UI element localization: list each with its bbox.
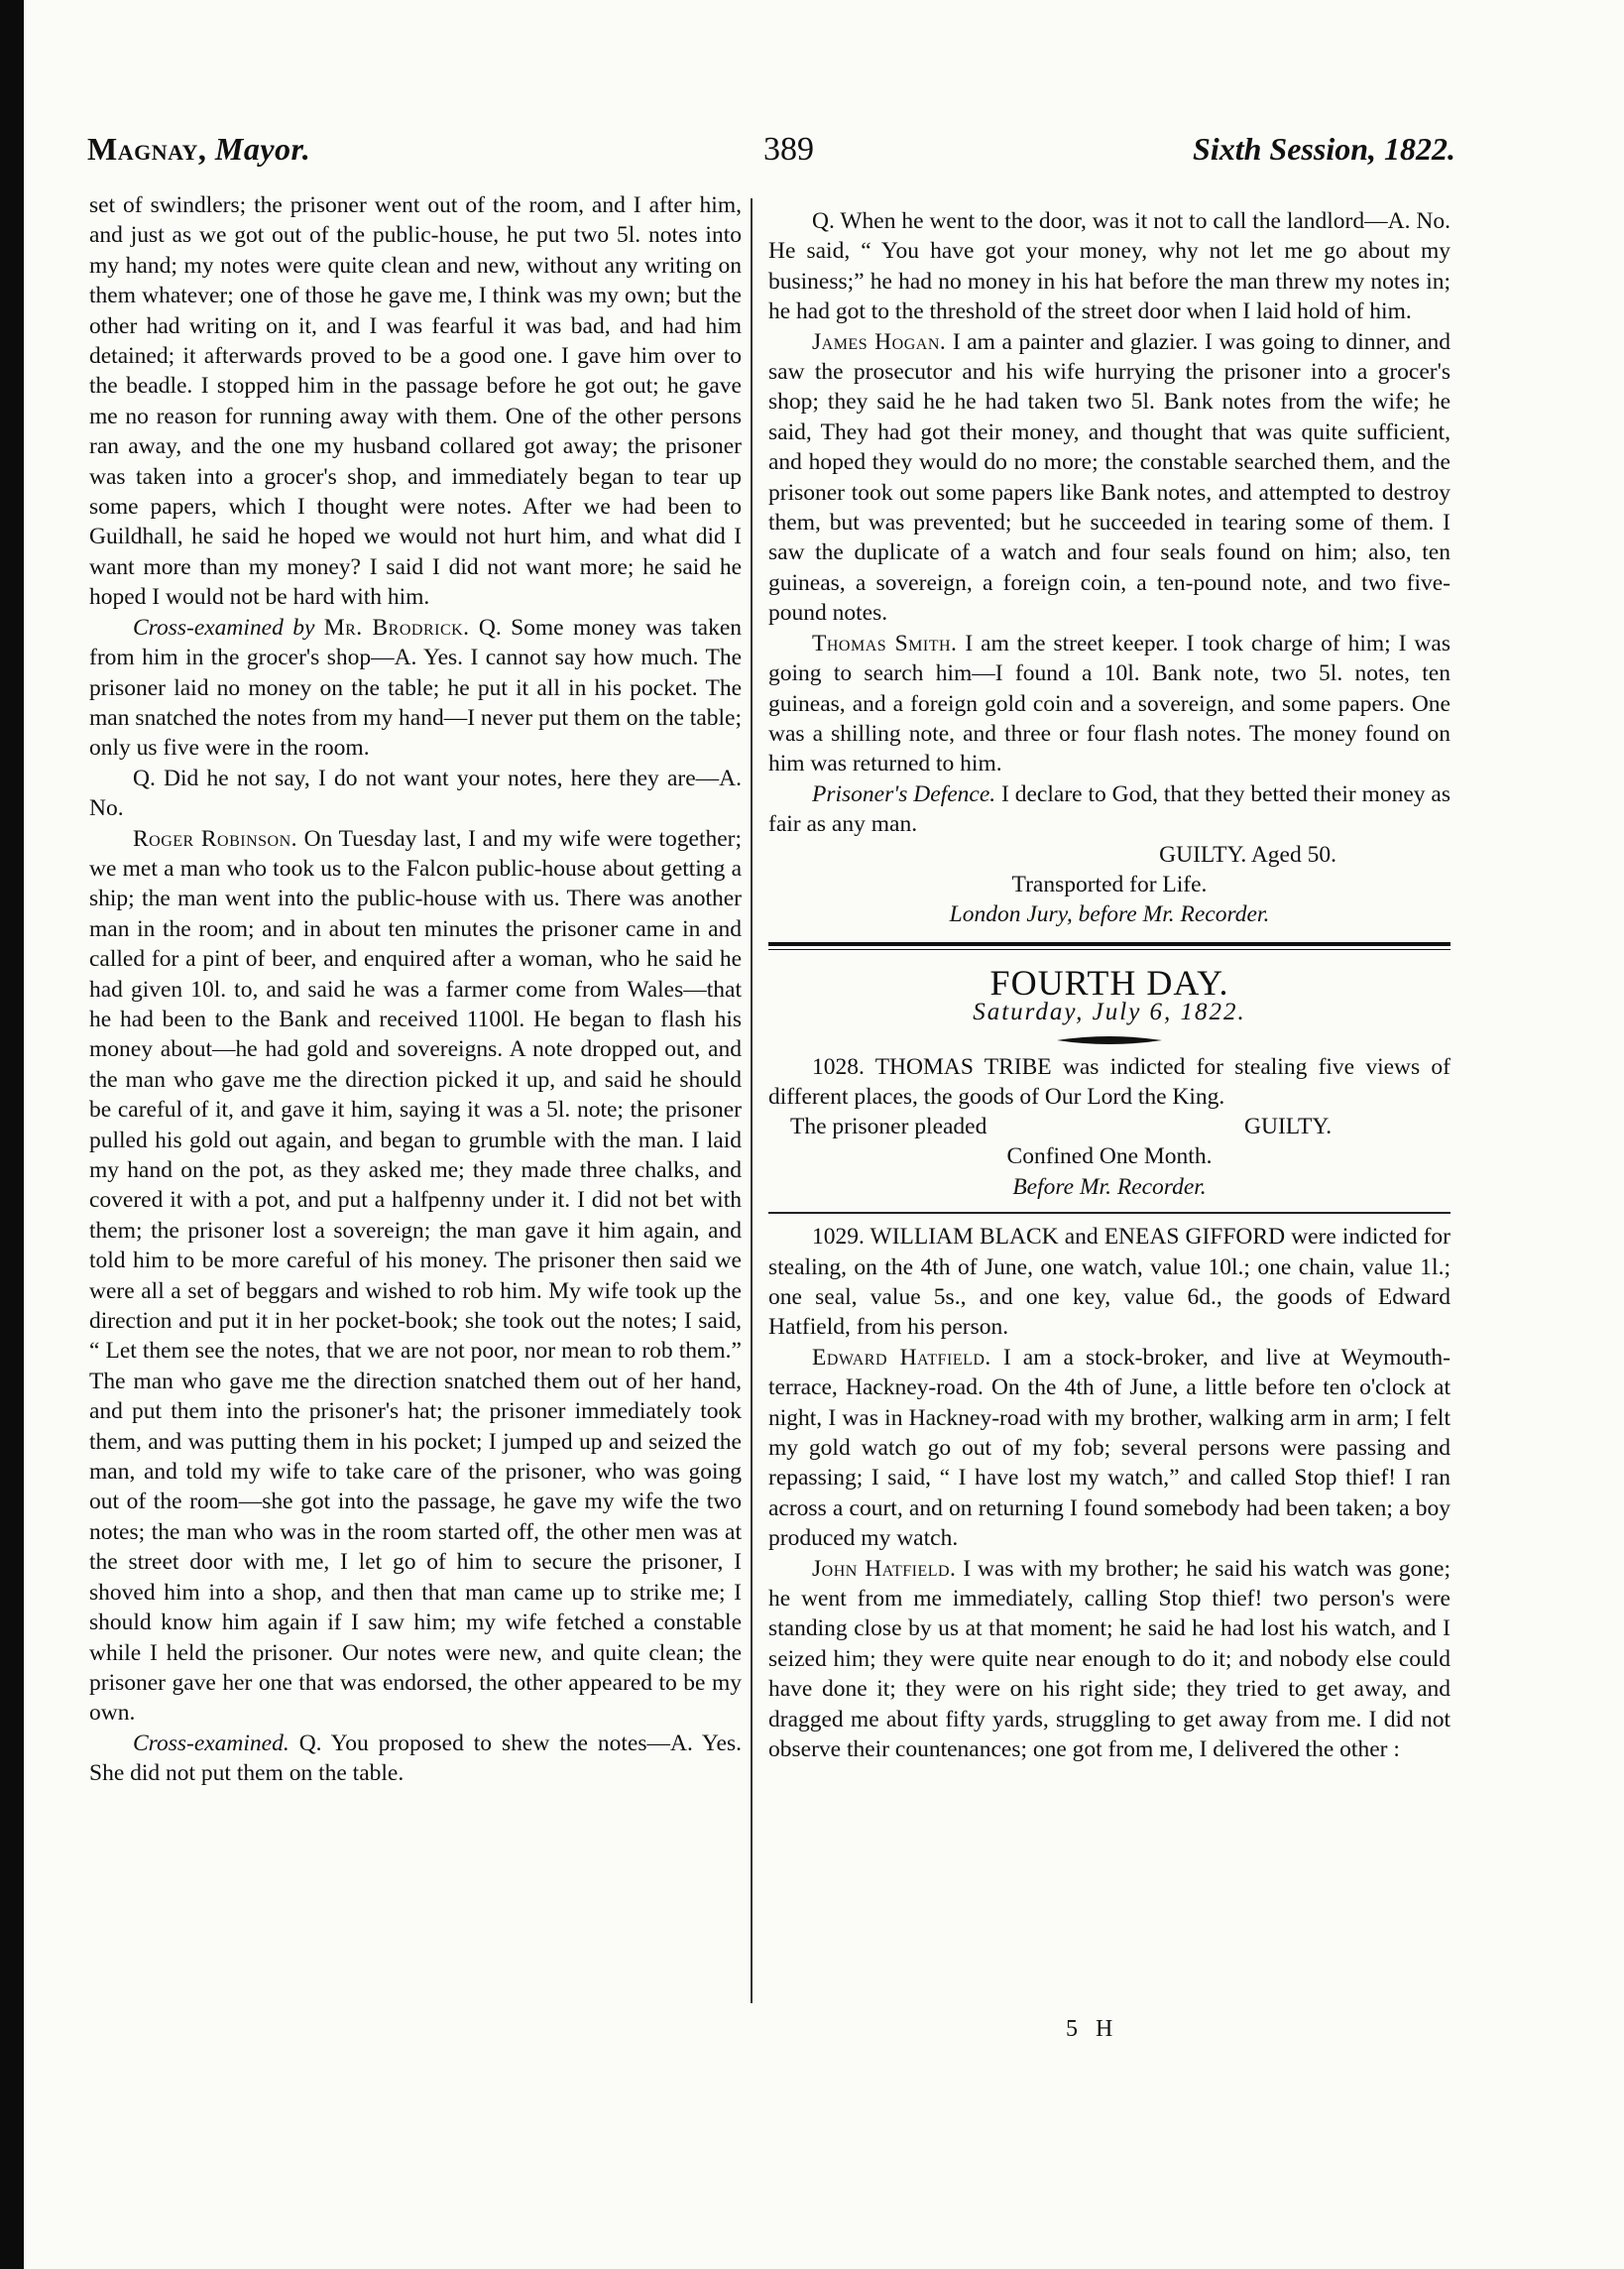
counsel-name: Mr. Brodrick. bbox=[323, 614, 470, 641]
case-1028: 1028. THOMAS TRIBE was indicted for stealing five views of different places, the goods of Our Lord the King. bbox=[768, 1053, 1450, 1110]
session-label: Sixth Session, 1822. bbox=[1193, 131, 1455, 167]
book-binding-edge bbox=[0, 0, 24, 2269]
witness-name: John Hatfield. bbox=[812, 1555, 957, 1582]
paragraph bbox=[768, 629, 1450, 779]
page-number: 389 bbox=[763, 131, 814, 168]
day-date: Saturday, July 6, 1822. bbox=[973, 999, 1246, 1026]
paragraph bbox=[768, 779, 1450, 840]
section-rule bbox=[768, 942, 1450, 950]
paragraph-text: Q. Some money was taken from him in the grocer's shop—A. Yes. I cannot say how much. The prisoner laid no money on the table; he put it all in his pocket. The man snatched the notes from my hand—I never put them on the table; only us five were in the room. bbox=[89, 614, 743, 762]
paragraph bbox=[768, 1554, 1450, 1765]
paragraph-text: I am the street keeper. I took charge of him; I was going to search him—I found a 10l. Bank note, two 5l. notes, ten guineas, and a foreign gold coin and a sovereign, and some papers. One was a shilling note, and three or four flash notes. The money found on him was returned to him. bbox=[768, 630, 1450, 777]
paragraph-text: I am a painter and glazier. I was going to dinner, and saw the prosecutor and his wife hurrying the prisoner into a grocer's shop; they said he he had taken two 5l. Bank notes from the wife; he said, They had got their money, and thought that was quite sufficient, and hoped they would do no more; the constable searched them, and the prisoner took out some papers like Bank notes, and attempted to destroy them, but was prevented; but he succeeded in tearing some of them. I saw the duplicate of a watch and four seals found on him; also, ten guineas, a sovereign, a foreign coin, a ten-pound note, and two five-pound notes. bbox=[768, 328, 1450, 627]
court-line: London Jury, before Mr. Recorder. bbox=[949, 901, 1270, 928]
sentence: Transported for Life. bbox=[1011, 871, 1208, 897]
section-rule bbox=[768, 1212, 1450, 1214]
header-left bbox=[87, 131, 310, 168]
witness-name: Edward Hatfield. bbox=[812, 1344, 991, 1371]
column-divider bbox=[751, 198, 753, 2003]
paragraph bbox=[768, 1343, 1450, 1554]
plea-text: The prisoner pleaded bbox=[790, 1114, 987, 1140]
verdict: GUILTY. Aged 50. bbox=[1159, 841, 1336, 868]
plea-verdict: GUILTY. bbox=[1244, 1114, 1333, 1140]
witness-name: James Hogan. bbox=[812, 328, 947, 355]
witness-name: Roger Robinson. bbox=[133, 825, 298, 852]
plea-line bbox=[768, 1112, 1450, 1141]
signature-mark: 5 H bbox=[1066, 2016, 1119, 2042]
case-1029: 1029. WILLIAM BLACK and ENEAS GIFFORD were indicted for stealing, on the 4th of June, one watch, value 10l.; one chain, value 1l.; one seal, value 5s., and one key, value 6d., the goods of Edward Hatfield, from his person. bbox=[768, 1224, 1450, 1341]
paragraph: Q. Did he not say, I do not want your notes, here they are—A. No. bbox=[89, 765, 742, 822]
ornament-rule-icon bbox=[1055, 1032, 1164, 1048]
left-column bbox=[89, 190, 742, 1789]
mayor-name: Magnay, bbox=[87, 131, 207, 167]
running-header bbox=[87, 131, 1455, 177]
paragraph: set of swindlers; the prisoner went out of the room, and I after him, and just as we got out of the public-house, he put two 5l. notes into my hand; my notes were quite clean and new, without any writing on them whatever; one of those he gave me, I think was my own; but the other had writing on it, and I was fearful it was bad, and had him detained; it afterwards proved to be a good one. I gave him over to the beadle. I stopped him in the passage before he got out; he gave me no reason for running away with them. One of the other persons ran away, and the one my husband collared got away; the prisoner was taken into a grocer's shop, and immediately began to tear up some papers, which I thought were notes. After we had been to Guildhall, he said he hoped we would not hurt him, and what did I want more than my money? I said I did not want more; he said he hoped I would not be hard with him. bbox=[89, 192, 742, 611]
paragraph-text: I was with my brother; he said his watch was gone; he went from me immediately, calling Stop thief! two person's were standing close by us at that moment; he said he had lost his watch, and I seized him; they were quite near enough to do it; and nobody else could have done it; they were on his right side; they tried to get away, and dragged me about fifty yards, struggling to get away from me. I did not observe their countenances; one got from me, I delivered the other : bbox=[768, 1555, 1450, 1763]
court-line: Before Mr. Recorder. bbox=[1012, 1173, 1207, 1200]
paragraph-text: Q. You proposed to shew the notes—A. Yes. She did not put them on the table. bbox=[89, 1730, 742, 1787]
cross-exam-label: Cross-examined by bbox=[133, 614, 315, 641]
paragraph: Q. When he went to the door, was it not to call the landlord—A. No. He said, “ You have got your money, why not let me go about my business;” he had no money in his hat before the man threw my notes in; he had got to the threshold of the street door when I laid hold of him. bbox=[768, 208, 1450, 325]
defence-label: Prisoner's Defence. bbox=[812, 780, 996, 807]
paragraph bbox=[89, 613, 742, 764]
paragraph bbox=[89, 824, 742, 1729]
paragraph bbox=[89, 1729, 742, 1789]
cross-exam-label: Cross-examined. bbox=[133, 1730, 290, 1756]
mayor-title: Mayor. bbox=[214, 131, 311, 167]
right-column bbox=[768, 206, 1450, 1765]
sentence: Confined One Month. bbox=[1006, 1143, 1213, 1170]
day-title: FOURTH DAY. bbox=[989, 962, 1229, 1003]
witness-name: Thomas Smith. bbox=[812, 630, 958, 657]
paragraph-text: I am a stock-broker, and live at Weymouth-terrace, Hackney-road. On the 4th of June, a little before ten o'clock at night, I was in Hackney-road with my brother, walking arm in arm; I felt my gold watch go out of my fob; several persons were passing and repassing; I said, “ I have lost my watch,” and called Stop thief! I ran across a court, and on returning I found somebody had been taken; a boy produced my watch. bbox=[768, 1344, 1451, 1552]
paragraph-text: I declare to God, that they betted their money as fair as any man. bbox=[768, 780, 1450, 838]
paragraph bbox=[768, 327, 1450, 629]
paragraph-text: On Tuesday last, I and my wife were together; we met a man who took us to the Falcon public-house about getting a ship; the man went into the public-house with us. There was another man in the room; and in about ten minutes the prisoner came in and called for a pint of beer, and enquired after a woman, who he said he had given 10l. to, and said he was a farmer come from Wales—that he had been to the Bank and received 1100l. He began to flash his money about—he had gold and sovereigns. A note dropped out, and the man who gave me the direction picked it up, and said he should be careful of it, and gave it him, saying it was a 5l. note; the prisoner pulled his gold out again, and began to grumble with the man. I laid my hand on the pot, as they asked me; they made three chalks, and covered it with a pot, and put a halfpenny under it. I did not bet with them; the prisoner lost a sovereign; the man gave it him again, and told him to be more careful of his money. The prisoner then said we were all a set of beggars and wished to rob him. My wife took up the direction and put it in her pocket-book; she took out the notes; I said, “ Let them see the notes, that we are not poor, nor mean to rob them.” The man who gave me the direction snatched them out of her hand, and put them into the prisoner's hat; the prisoner immediately took them, and was putting them in his pocket; I jumped up and seized the man, and told my wife to take care of the prisoner, who was going out of the room—she got into the passage, he gave my wife the two notes; the man who was in the room started off, the other men was at the street door with me, I let go of him to secure the prisoner, I shoved him into a shop, and then that man came up to strike me; I should know him again if I saw him; my wife fetched a constable while I held the prisoner. Our notes were new, and quite clean; the prisoner gave her one that was endorsed, the other appeared to be my own. bbox=[89, 825, 743, 1727]
